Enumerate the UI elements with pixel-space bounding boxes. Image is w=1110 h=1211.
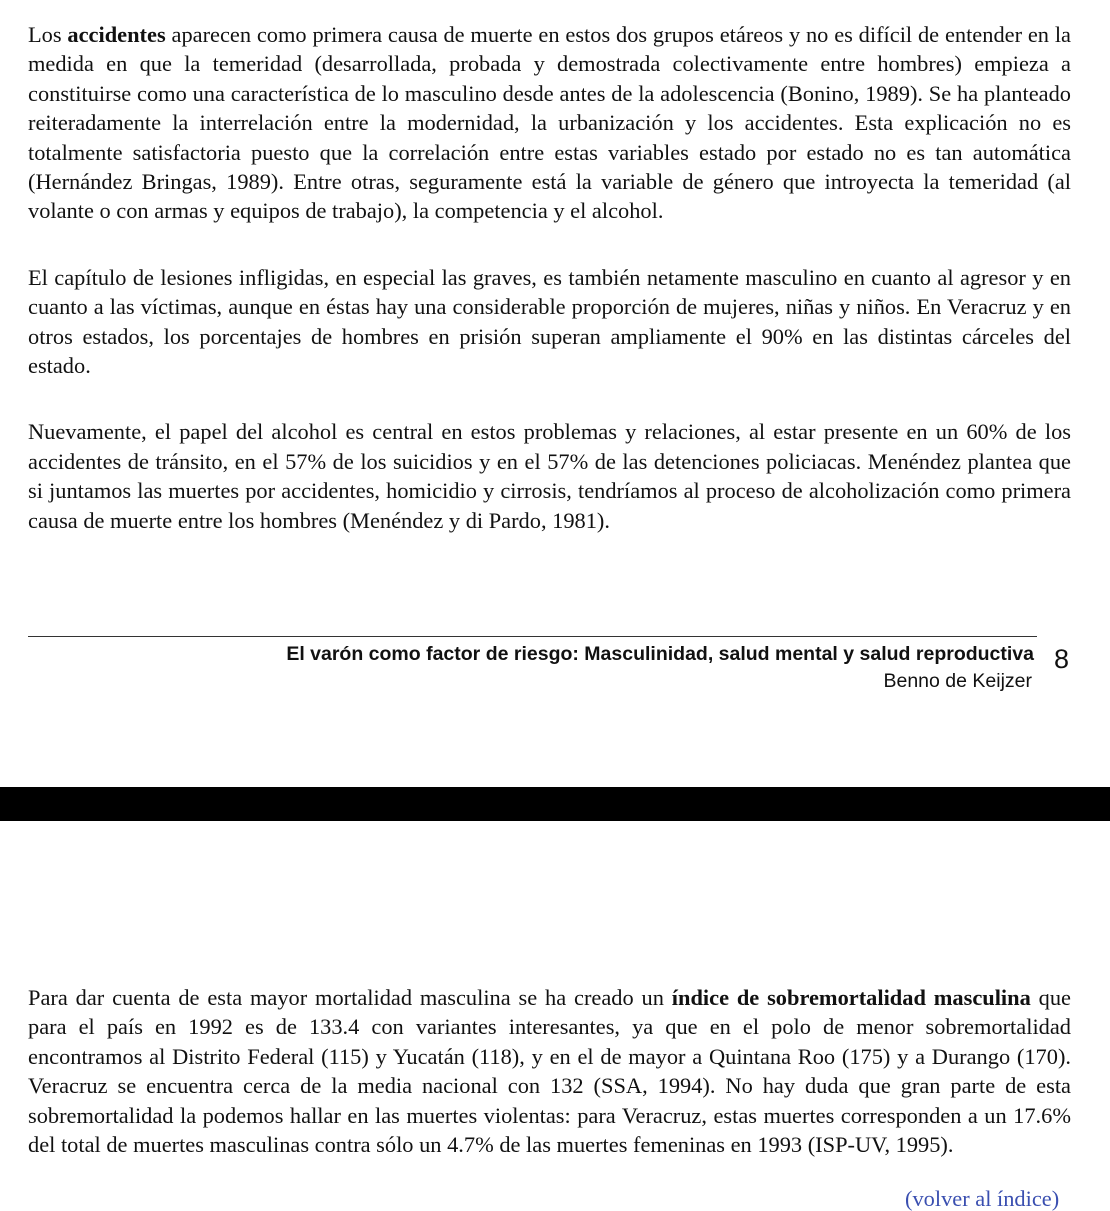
paragraph-accidentes [28,20,1071,226]
paragraph-text-before: Los [28,22,68,47]
footer-title: El varón como factor de riesgo: Masculinidad, salud mental y salud reproductiva [286,643,1034,665]
paragraph-text-before: Para dar cuenta de esta mayor mortalidad masculina se ha creado un [28,985,672,1010]
footer-rule [28,636,1037,637]
page-divider-bar [0,787,1110,821]
footer-author: Benno de Keijzer [883,670,1032,692]
paragraph-lesiones: El capítulo de lesiones infligidas, en especial las graves, es también netamente masculino en cuanto al agresor y en cuanto a las víctimas, aunque en éstas hay una considerable proporción de mujeres, niñas y niños. En Veracruz y en otros estados, los porcentajes de hombres en prisión superan ampliamente el 90% en las distintas cárceles del estado. [28,264,1071,379]
index-link-cut-off[interactable]: (volver al índice) [905,1186,1060,1211]
page-bottom [28,983,1071,1196]
page-top [28,20,1071,572]
bold-term: accidentes [67,22,166,47]
paragraph-sobremortalidad [28,983,1071,1159]
paragraph-text-after: que para el país en 1992 es de 133.4 con variantes interesantes, ya que en el polo de menor sobremortalidad encontramos al Distrito Federal (115) y Yucatán (118), y en el de mayor a Quintana Roo (175) y a Durango (170). Veracruz se encuentra cerca de la media nacional con 132 (SSA, 1994). No hay duda que gran parte de esta sobremortalidad la podemos hallar en las muertes violentas: para Veracruz, estas muertes corresponden a un 17.6% del total de muertes masculinas contra sólo un 4.7% de las muertes femeninas en 1993 (ISP-UV, 1995). [28,985,1071,1158]
page-number: 8 [1054,644,1070,674]
paragraph-text-after: aparecen como primera causa de muerte en estos dos grupos etáreos y no es difícil de entender en la medida en que la temeridad (desarrollada, probada y demostrada colectivamente entre hombres) empieza a constituirse como una característica de lo masculino desde antes de la adolescencia (Bonino, 1989). Se ha planteado reiteradamente la interrelación entre la modernidad, la urbanización y los accidentes. Esta explicación no es totalmente satisfactoria puesto que la correlación entre estas variables estado por estado no es tan automática (Hernández Bringas, 1989). Entre otras, seguramente está la variable de género que introyecta la temeridad (al volante o con armas y equipos de trabajo), la competencia y el alcohol. [28,22,1071,224]
bold-term: índice de sobremortalidad masculina [671,985,1031,1010]
paragraph-alcohol: Nuevamente, el papel del alcohol es central en estos problemas y relaciones, al estar presente en un 60% de los accidentes de tránsito, en el 57% de los suicidios y en el 57% de las detenciones policiacas. Menéndez plantea que si juntamos las muertes por accidentes, homicidio y cirrosis, tendríamos al proceso de alcoholización como primera causa de muerte entre los hombres (Menéndez y di Pardo, 1981). [28,419,1071,533]
